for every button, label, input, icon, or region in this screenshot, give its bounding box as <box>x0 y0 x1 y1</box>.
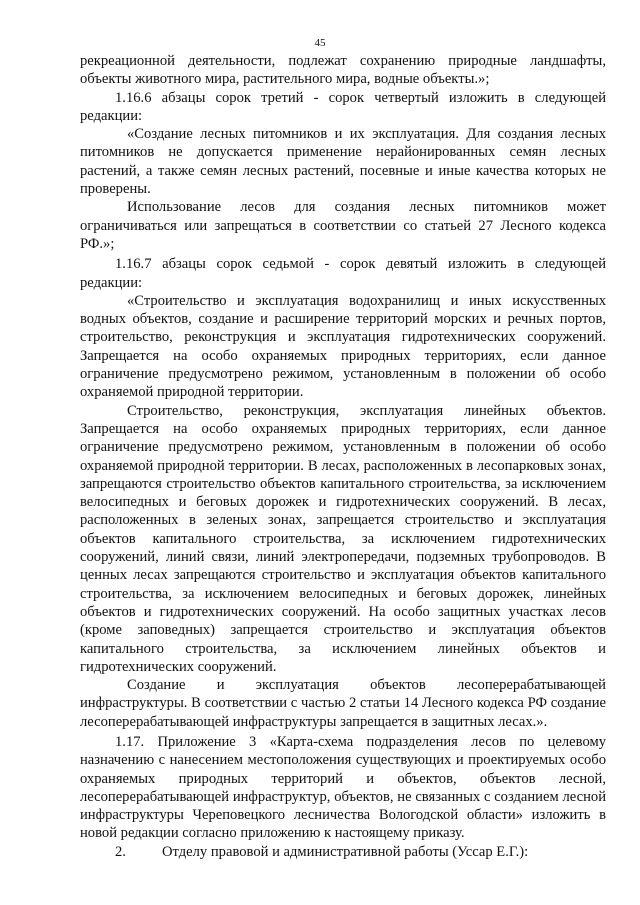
paragraph: 1.16.7 абзацы сорок седьмой - сорок девятый изложить в следующей редакции: <box>80 256 606 291</box>
paragraph: Строительство, реконструкция, эксплуатация линейных объектов. Запрещается на особо охраняемых природных территориях, если данное ограничение предусмотрено режимом, установленным в положении об особо охраняемой природной территории. В лесах, расположенных в лесопарковых зонах, запрещаются строительство объектов капитального строительства, за исключением велосипедных и беговых дорожек и гидротехнических сооружений. В лесах, расположенных в зеленых зонах, запрещается строительство и эксплуатация объектов капитального строительства, за исключением гидротехнических сооружений, линий связи, линий электропередачи, подземных трубопроводов. В ценных лесах запрещаются строительство и эксплуатация объектов капитального строительства, за исключением велосипедных и беговых дорожек, линейных объектов и гидротехнических сооружений. На особо защитных участках лесов (кроме заповедных) запрещается строительство и эксплуатация объектов капитального строительства, за исключением линейных объектов и гидротехнических сооружений. <box>80 402 606 675</box>
paragraph: Использование лесов для создания лесных питомников может ограничиваться или запрещаться в соответствии со статьей 27 Лесного кодекса РФ.»; <box>80 199 606 252</box>
paragraph: Создание и эксплуатация объектов лесоперерабатывающей инфраструктуры. В соответствии с частью 2 статьи 14 Лесного кодекса РФ создание лесоперерабатывающей инфраструктуры запрещается в защитных лесах.». <box>80 677 606 730</box>
paragraph: 1.16.6 абзацы сорок третий - сорок четвертый изложить в следующей редакции: <box>80 89 606 124</box>
paragraph: «Строительство и эксплуатация водохранилищ и иных искусственных водных объектов, создание и расширение территорий морских и речных портов, строительство, реконструкция и эксплуатация гидротехнических сооружений. Запрещается на особо охраняемых природных территориях, если данное ограничение предусмотрено режимом, установленным в положении об особо охраняемой природной территории. <box>80 292 606 401</box>
numbered-item <box>80 843 606 861</box>
document-body <box>80 52 606 861</box>
page-number: 45 <box>314 37 326 49</box>
paragraph: «Создание лесных питомников и их эксплуатация. Для создания лесных питомников не допускается применение нерайонированных семян лесных растений, а также семян лесных растений, посевные и иные качества которых не проверены. <box>80 126 606 198</box>
paragraph: рекреационной деятельности, подлежат сохранению природные ландшафты, объекты животного мира, растительного мира, водные объекты.»; <box>80 53 606 88</box>
item-number: 2. <box>115 843 126 860</box>
item-text: Отделу правовой и административной работы (Уссар Е.Г.): <box>162 843 529 860</box>
paragraph: 1.17. Приложение 3 «Карта-схема подразделения лесов по целевому назначению с нанесением местоположения существующих и проектируемых особо охраняемых природных территорий и объектов, объектов лесной, лесоперерабатывающей инфраструктур, объектов, не связанных с созданием лесной инфраструктуры Череповецкого лесничества Вологодской области» изложить в новой редакции согласно приложению к настоящему приказу. <box>80 733 606 842</box>
